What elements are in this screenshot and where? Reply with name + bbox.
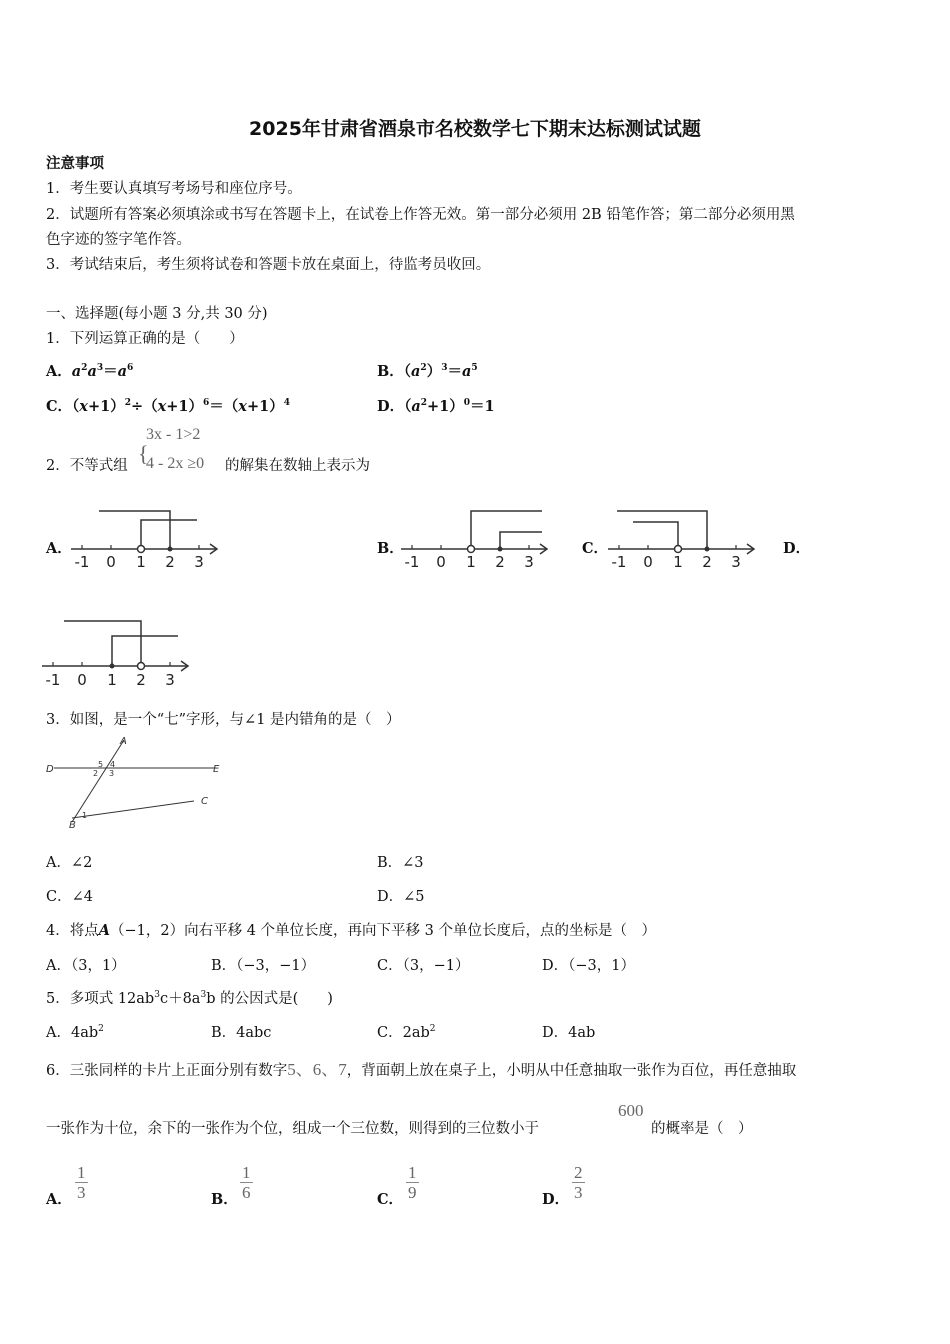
- fig-label-C: C: [201, 796, 208, 807]
- q1-option-c: C．$(x+1)^2\div(x+1)^6=(x+1)^4$: [46, 398, 290, 415]
- q4-stem: [46, 919, 656, 940]
- q5-stem: 5．多项式 $12ab^3c+8a^3b$ 的公因式是( ): [46, 990, 333, 1007]
- q6-stem-c: 一张作为十位，余下的一张作为个位，组成一个三位数，则得到的三位数小于: [46, 1121, 539, 1137]
- q6-cards: 5、6、7: [287, 1060, 347, 1079]
- q2-number-line-b: [396, 505, 556, 573]
- q4-point: A: [98, 922, 110, 939]
- q2-label-d: D．: [783, 540, 811, 557]
- q5-option-c: C．$2ab^2$: [377, 1024, 436, 1041]
- q1-label-a: A．: [46, 363, 72, 380]
- q6-stem-d: 的概率是（ ）: [651, 1121, 753, 1137]
- notice-item-1: 1．考生要认真填写考场号和座位序号。: [46, 181, 302, 197]
- tick-b-0: -1: [404, 553, 420, 571]
- tick-d-0: -1: [45, 671, 61, 689]
- q5-option-a: A．$4ab^2$: [46, 1024, 104, 1041]
- q6-stem-a: 6．三张同样的卡片上正面分别有数字: [46, 1063, 288, 1079]
- tick-a-3: 2: [165, 553, 175, 571]
- tick-c-3: 2: [702, 553, 712, 571]
- q6-fraction-a: [75, 1163, 88, 1202]
- q1-stem: 1．下列运算正确的是（ ）: [46, 331, 244, 347]
- tick-c-0: -1: [611, 553, 627, 571]
- q1-label-d: D．: [377, 398, 405, 415]
- notice-heading: 注意事项: [46, 155, 104, 172]
- q5-label-c: C．: [377, 1025, 403, 1041]
- q2-ineq-1: 3x - 1>2: [146, 426, 201, 443]
- q3-option-d: D．∠5: [377, 889, 425, 905]
- q6-threshold: 600: [618, 1101, 644, 1120]
- q1-label-b: B．: [377, 363, 404, 380]
- fig-angle-1: 1: [82, 811, 88, 820]
- q1-option-a: A．$a^2a^3=a^6$: [46, 363, 134, 380]
- q4-stem-post: （−1，2）向右平移 4 个单位长度，再向下平移 3 个单位长度后，点的坐标是（ ）: [110, 923, 656, 939]
- q1-option-d: D．$(a^2+1)^0=1$: [377, 398, 495, 415]
- q5-label-b: B．: [211, 1025, 237, 1041]
- fig-angle-2: 2: [93, 769, 99, 778]
- q6-frac-b-den: 6: [242, 1183, 251, 1202]
- q5-stem-pre: 5．多项式 12ab: [46, 991, 155, 1007]
- tick-d-3: 2: [136, 671, 146, 689]
- q6-stem-line1: [46, 1055, 796, 1080]
- q4-option-c: C．（3，−1）: [377, 958, 470, 974]
- fig-label-B: B: [69, 820, 76, 830]
- q5-label-a: A．: [46, 1025, 71, 1041]
- tick-d-2: 1: [107, 671, 117, 689]
- tick-a-4: 3: [194, 553, 204, 571]
- q2-label-c: C．: [582, 540, 609, 557]
- fig-angle-3: 3: [109, 769, 115, 778]
- q4-option-b: B．（−3，−1）: [211, 958, 316, 974]
- tick-a-1: 0: [106, 553, 116, 571]
- tick-a-2: 1: [136, 553, 146, 571]
- q6-frac-a-num: 1: [77, 1163, 86, 1182]
- q4-option-a: A．（3，1）: [46, 958, 126, 974]
- q2-number-line-a: [66, 505, 226, 573]
- q5-stem-post: 的公因式是( ): [220, 991, 333, 1007]
- fig-angle-4: 4: [110, 760, 116, 769]
- q2-ineq-2: 4 - 2x ≥0: [146, 455, 205, 472]
- q3-option-a: A．∠2: [46, 855, 93, 871]
- q6-frac-c-num: 1: [408, 1163, 417, 1182]
- q1-label-c: C．: [46, 398, 73, 415]
- fig-label-D: D: [46, 764, 54, 775]
- q6-label-d: D．: [542, 1191, 570, 1208]
- tick-b-1: 0: [436, 553, 446, 571]
- q3-option-b: B．∠3: [377, 855, 424, 871]
- tick-c-2: 1: [673, 553, 683, 571]
- q3-figure: [44, 734, 230, 830]
- notice-item-3: 3．考试结束后，考生须将试卷和答题卡放在桌面上，待监考员收回。: [46, 257, 491, 273]
- q6-frac-d-den: 3: [574, 1183, 583, 1202]
- fig-label-E: E: [213, 764, 220, 775]
- q5-option-d-text: 4ab: [568, 1025, 596, 1041]
- tick-c-4: 3: [731, 553, 741, 571]
- q2-stem-tail: 的解集在数轴上表示为: [225, 458, 370, 474]
- q4-option-d: D．（−3，1）: [542, 958, 635, 974]
- q2-label-b: B．: [377, 540, 404, 557]
- fig-angle-5: 5: [98, 760, 104, 769]
- q6-label-c: C．: [377, 1191, 404, 1208]
- q6-label-a: A．: [46, 1191, 72, 1208]
- q6-stem-b: ，背面朝上放在桌子上，小明从中任意抽取一张作为百位，再任意抽取: [346, 1063, 797, 1079]
- tick-b-2: 1: [466, 553, 476, 571]
- q5-option-b-text: 4abc: [236, 1025, 272, 1041]
- q2-label-a: A．: [46, 540, 72, 557]
- q3-option-c: C．∠4: [46, 889, 93, 905]
- q3-stem: 3．如图，是一个“七”字形，与∠1 是内错角的是（ ）: [46, 712, 401, 728]
- fig-label-A: A: [120, 736, 127, 747]
- q2-number-line-c: [603, 505, 763, 573]
- q4-stem-pre: 4．将点: [46, 923, 99, 939]
- q6-fraction-d: [572, 1163, 585, 1202]
- tick-b-4: 3: [524, 553, 534, 571]
- notice-item-2a: 2．试题所有答案必须填涂或书写在答题卡上，在试卷上作答无效。第一部分必须用 2B 铅笔作答；第二部分必须用黑: [46, 207, 795, 223]
- tick-b-3: 2: [495, 553, 505, 571]
- q2-brace: {: [138, 441, 149, 466]
- tick-a-0: -1: [74, 553, 90, 571]
- tick-c-1: 0: [643, 553, 653, 571]
- page-title: 2025年甘肃省酒泉市名校数学七下期末达标测试试题: [249, 118, 701, 140]
- q6-label-b: B．: [211, 1191, 238, 1208]
- q2-number-line-d: [37, 617, 197, 689]
- q1-option-b: B．$(a^2)^3=a^5$: [377, 363, 478, 380]
- q6-stem-line2: [46, 1117, 539, 1138]
- tick-d-4: 3: [165, 671, 175, 689]
- tick-d-1: 0: [77, 671, 87, 689]
- q6-frac-b-num: 1: [242, 1163, 251, 1182]
- q6-fraction-c: [406, 1163, 419, 1202]
- notice-item-2b: 色字迹的签字笔作答。: [46, 232, 191, 248]
- section-heading: 一、选择题(每小题 3 分,共 30 分): [46, 306, 268, 322]
- q6-frac-d-num: 2: [574, 1163, 583, 1182]
- q5-option-b: [211, 1021, 271, 1042]
- q5-label-d: D．: [542, 1025, 569, 1041]
- q6-frac-c-den: 9: [408, 1183, 417, 1202]
- q6-frac-a-den: 3: [77, 1183, 86, 1202]
- q5-option-d: [542, 1021, 595, 1042]
- q2-stem-num: 2．不等式组: [46, 458, 128, 474]
- q6-fraction-b: [240, 1163, 253, 1202]
